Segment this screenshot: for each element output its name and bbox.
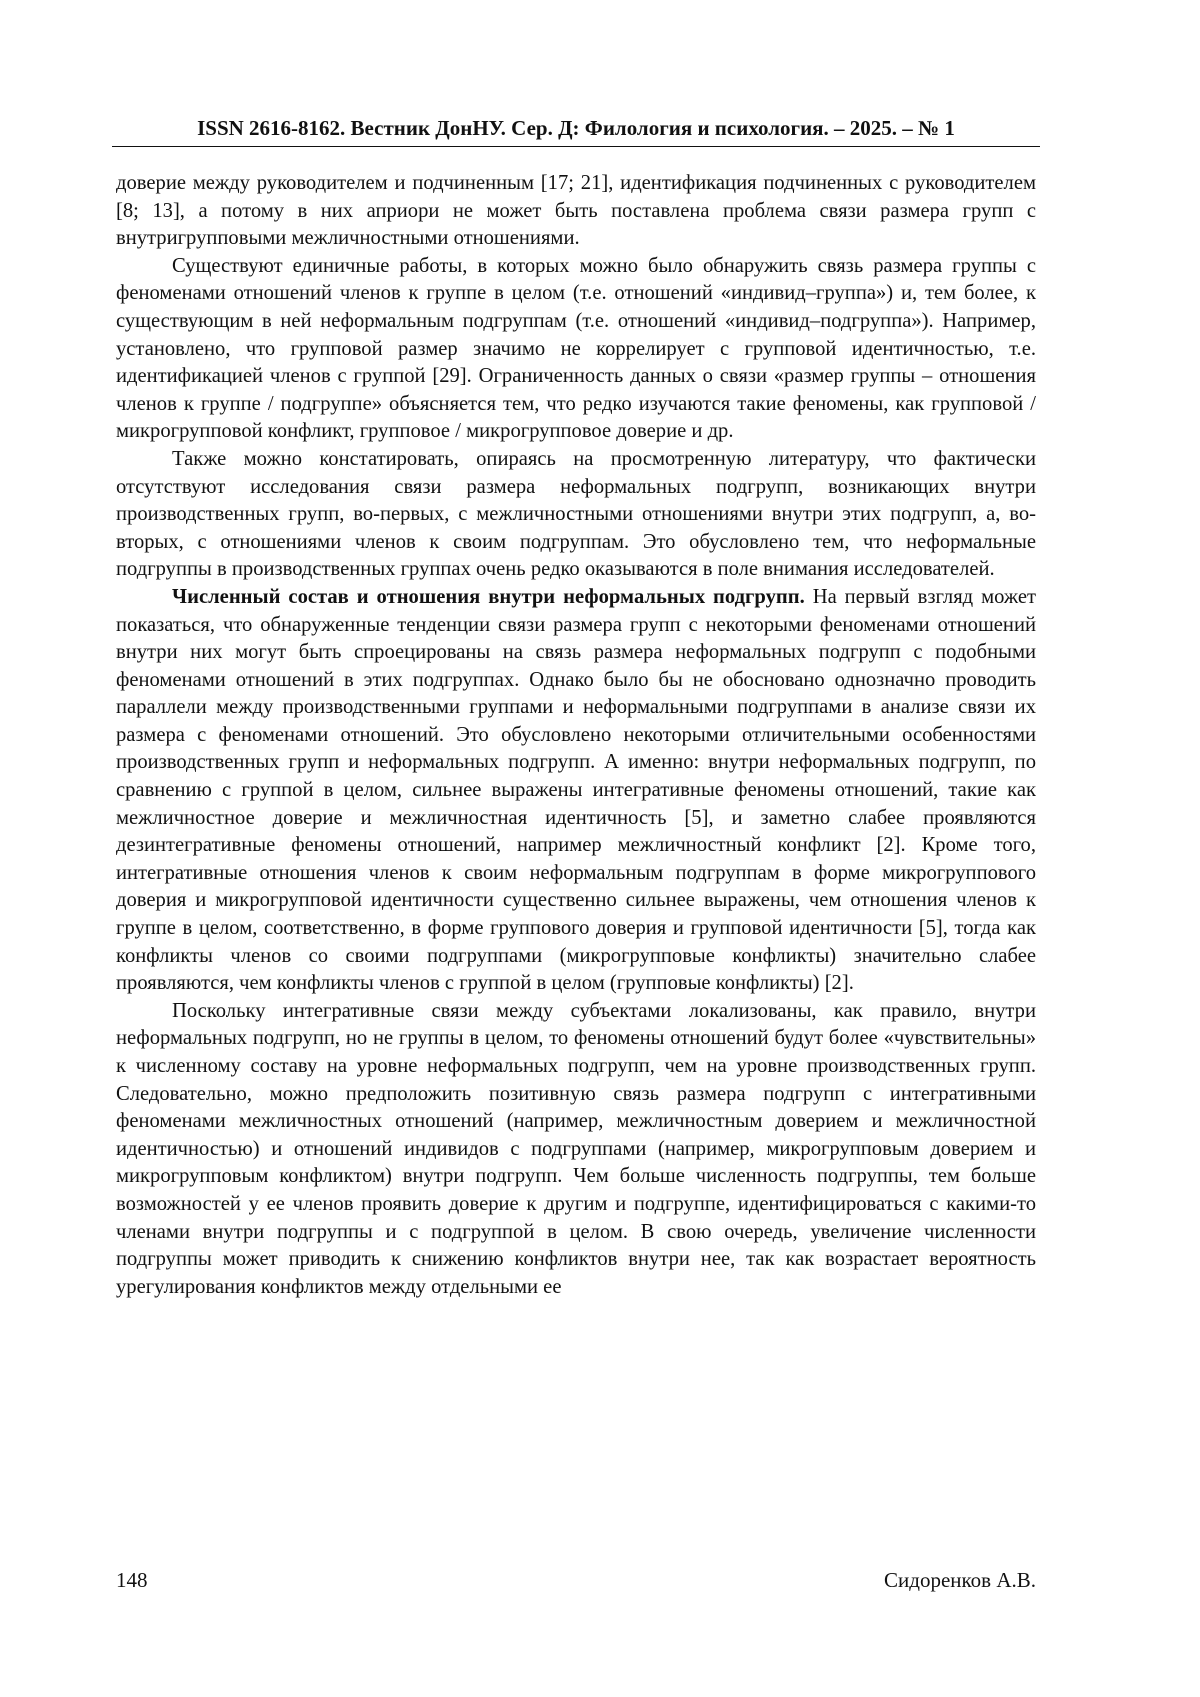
paragraph-3: Также можно констатировать, опираясь на просмотренную литературу, что фактически отсутствуют исследования связи размера неформальных подгрупп, возникающих внутри производственных групп, во-первых, с межличностными отношениями внутри этих подгрупп, а, во-вторых, с отношениями членов к своим подгруппам. Это обусловлено тем, что неформальные подгруппы в производственных группах очень редко оказываются в поле внимания исследователей. xyxy=(116,447,1036,581)
paragraph-4 xyxy=(116,584,1036,998)
running-header: ISSN 2616-8162. Вестник ДонНУ. Сер. Д: Филология и психология. – 2025. – № 1 xyxy=(112,114,1040,147)
page-number: 148 xyxy=(116,1568,148,1592)
paragraph-5: Поскольку интегративные связи между субъектами локализованы, как правило, внутри неформальных подгрупп, но не группы в целом, то феномены отношений будут более «чувствительны» к численному составу на уровне неформальных подгрупп, чем на уровне производственных групп. Следовательно, можно предположить позитивную связь размера подгрупп с интегративными феноменами межличностных отношений (например, межличностным доверием и межличностной идентичностью) и отношений индивидов с подгруппами (например, микрогрупповым доверием и микрогрупповым конфликтом) внутри подгрупп. Чем больше численность подгруппы, тем больше возможностей у ее членов проявить доверие к другим и подгруппе, идентифицироваться с какими-то членами внутри подгруппы и с подгруппой в целом. В свою очередь, увеличение численности подгруппы может приводить к снижению конфликтов внутри нее, так как возрастает вероятность урегулирования конфликтов между отдельными ее xyxy=(116,999,1036,1298)
paragraph-4-text: На первый взгляд может показаться, что обнаруженные тенденции связи размера групп с некоторыми феноменами отношений внутри них могут быть спроецированы на связь размера неформальных подгрупп с подобными феноменами отношений в этих подгруппах. Однако было бы не обосновано однозначно проводить параллели между производственными группами и неформальными подгруппами в анализе связи их размера с феноменами отношений. Это обусловлено некоторыми отличительными особенностями производственных групп и неформальных подгрупп. А именно: внутри неформальных подгрупп, по сравнению с группой в целом, сильнее выражены интегративные феномены отношений, такие как межличностное доверие и межличностная идентичность [5], и заметно слабее проявляются дезинтегративные феномены отношений, например межличностный конфликт [2]. Кроме того, интегративные отношения членов к своим неформальным подгруппам в форме микрогруппового доверия и микрогрупповой идентичности существенно сильнее выражены, чем отношения членов к группе в целом, соответственно, в форме группового доверия и групповой идентичности [5], тогда как конфликты членов со своими подгруппами (микрогрупповые конфликты) значительно слабее проявляются, чем конфликты членов с группой в целом (групповые конфликты) [2]. xyxy=(116,585,1036,995)
paragraph-continuation: доверие между руководителем и подчиненным [17; 21], идентификация подчиненных с руководителем [8; 13], а потому в них априори не может быть поставлена проблема связи размера групп с внутригрупповыми межличностными отношениями. xyxy=(116,172,1036,250)
footer-author: Сидоренков А.В. xyxy=(884,1568,1036,1592)
article-body xyxy=(116,170,1036,1301)
paragraph-2: Существуют единичные работы, в которых можно было обнаружить связь размера группы с феноменами отношений членов к группе в целом (т.е. отношений «индивид–группа») и, тем более, к существующим в ней неформальным подгруппам (т.е. отношений «индивид–подгруппа»). Например, установлено, что групповой размер значимо не коррелирует с групповой идентичностью, т.е. идентификацией членов с группой [29]. Ограниченность данных о связи «размер группы – отношения членов к группе / подгруппе» объясняется тем, что редко изучаются такие феномены, как групповой / микрогрупповой конфликт, групповое / микрогрупповое доверие и др. xyxy=(116,254,1036,443)
section-heading: Численный состав и отношения внутри неформальных подгрупп. xyxy=(172,585,805,608)
